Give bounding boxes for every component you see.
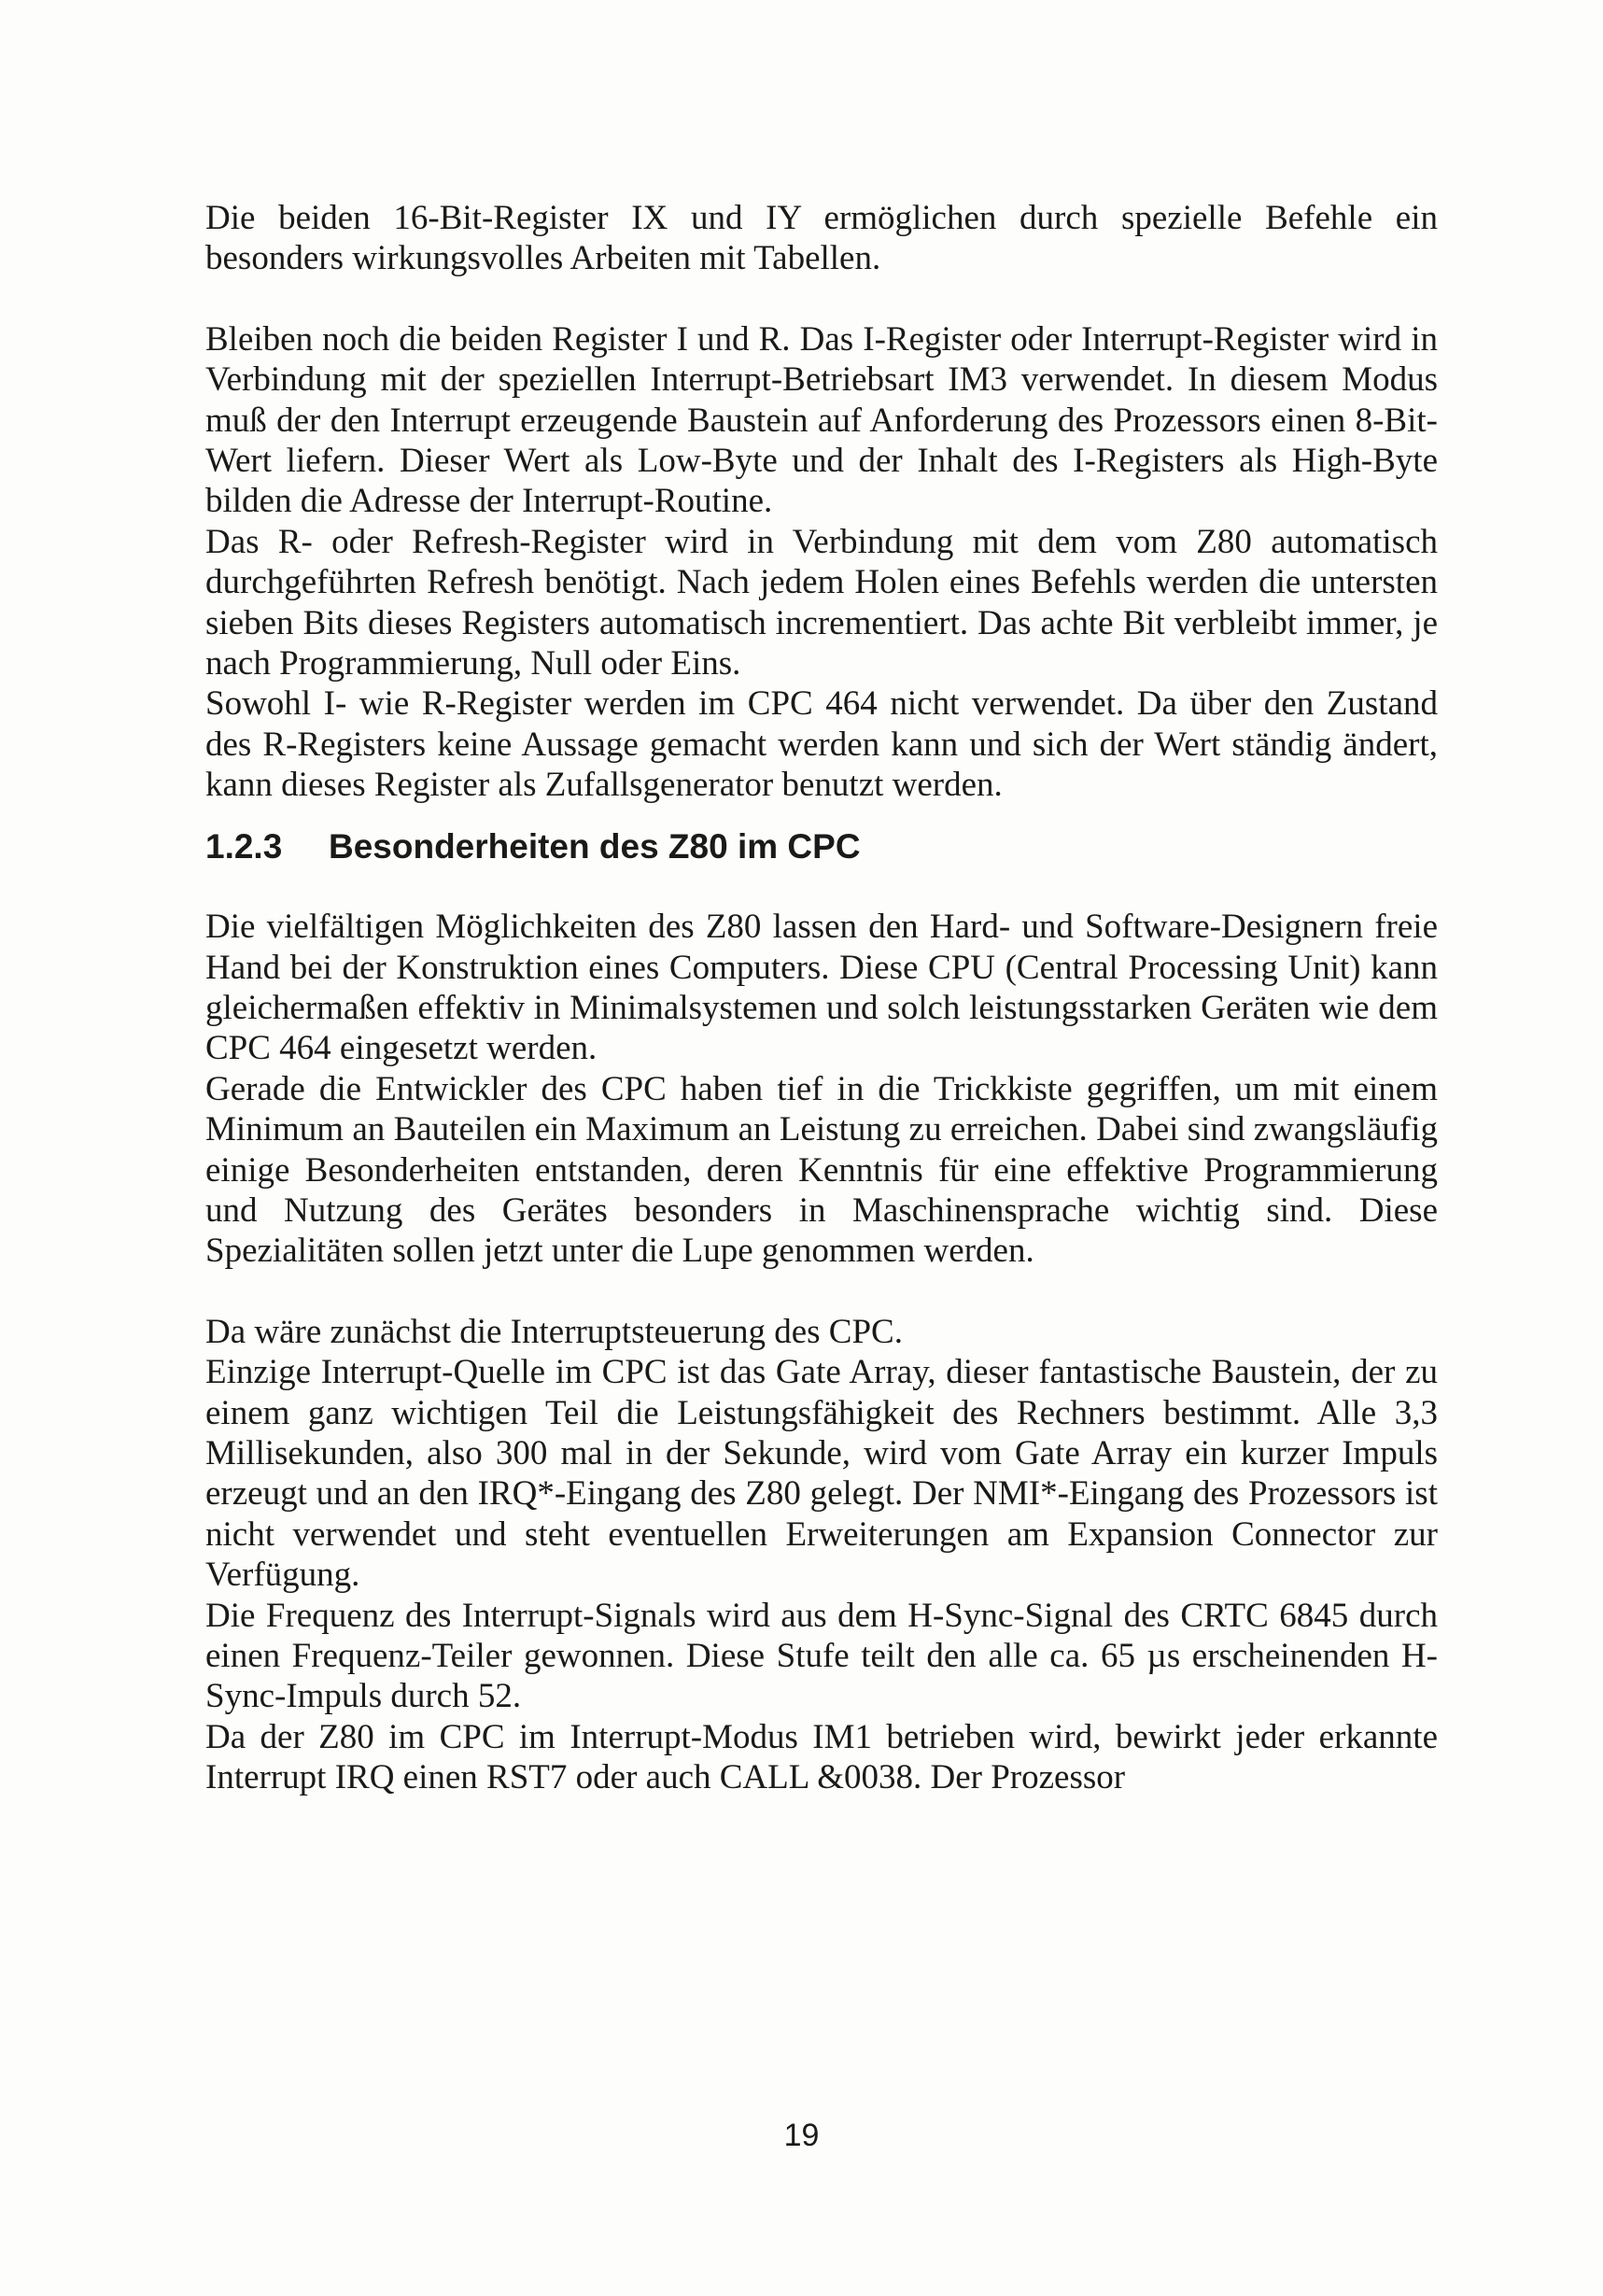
paragraph-interrupt-intro: Da wäre zunächst die Interruptsteuerung des CPC. [205, 1312, 903, 1351]
page-number: 19 [783, 2118, 820, 2153]
paragraph-interrupt-frequency: Die Frequenz des Interrupt-Signals wird aus dem H-Sync-Signal des CRTC 6845 durch einen Frequenz-Teiler gewonnen. Diese Stufe teilt den alle ca. 65 µs erscheinenden H-Sync-Impuls durch 52. [205, 1596, 1438, 1716]
paragraph-index-registers: Die beiden 16-Bit-Register IX und IY ermöglichen durch spezielle Befehle ein besonders wirkungsvolles Arbeiten mit Tabellen. [205, 199, 1438, 278]
paragraph-gap [205, 279, 1438, 319]
paragraph-interrupt-mode: Da der Z80 im CPC im Interrupt-Modus IM1 betrieben wird, bewirkt jeder erkannte Interrupt IRQ einen RST7 oder auch CALL &0038. Der Prozessor [205, 1717, 1438, 1797]
paragraph-i-register: Bleiben noch die beiden Register I und R. Das I-Register oder Interrupt-Register wird in Verbindung mit der speziellen Interrupt-Betriebsart IM3 verwendet. In diesem Modus muß der den Interrupt erzeugende Baustein auf Anforderung des Prozessors einen 8-Bit-Wert liefern. Dieser Wert als Low-Byte und der Inhalt des I-Registers als High-Byte bilden die Adresse der Interrupt-Routine. [205, 319, 1438, 521]
text-column [205, 198, 1438, 1798]
paragraph-gap [205, 866, 1438, 907]
paragraph-interrupt-source: Einzige Interrupt-Quelle im CPC ist das Gate Array, dieser fantastische Baustein, der zu einem ganz wichtigen Teil die Leistungsfähigkeit des Rechners bestimmt. Alle 3,3 Millisekunden, also 300 mal in der Sekunde, wird vom Gate Array ein kurzer Impuls erzeugt und an den IRQ*-Eingang des Z80 gelegt. Der NMI*-Eingang des Prozessors ist nicht verwendet und steht eventuellen Erweiterungen am Expansion Connector zur Verfügung. [205, 1353, 1438, 1595]
section-number: 1.2.3 [205, 826, 283, 866]
paragraph-cpc-developers: Gerade die Entwickler des CPC haben tief in die Trickkiste gegriffen, um mit einem Minimum an Bauteilen ein Maximum an Leistung zu erreichen. Dabei sind zwangsläufig einige Besonderheiten entstanden, deren Kenntnis für eine effektive Programmierung und Nutzung des Gerätes besonders in Maschinensprache wichtig sind. Diese Spezialitäten sollen jetzt unter die Lupe genommen werden. [205, 1069, 1438, 1271]
paragraph-z80-possibilities: Die vielfältigen Möglichkeiten des Z80 lassen den Hard- und Software-Designern freie Hand bei der Konstruktion eines Computers. Diese CPU (Central Processing Unit) kann gleichermaßen effektiv in Minimalsystemen und solch leistungsstarken Geräten wie dem CPC 464 eingesetzt werden. [205, 908, 1438, 1068]
paragraph-gap [205, 1272, 1438, 1312]
section-title: Besonderheiten des Z80 im CPC [329, 826, 861, 866]
paragraph-r-register: Das R- oder Refresh-Register wird in Verbindung mit dem vom Z80 automatisch durchgeführten Refresh benötigt. Nach jedem Holen eines Befehls werden die untersten sieben Bits dieses Registers automatisch incrementiert. Das achte Bit verbleibt immer, je nach Programmierung, Null oder Eins. [205, 522, 1438, 683]
section-heading [205, 826, 1438, 866]
paragraph-cpc-usage: Sowohl I- wie R-Register werden im CPC 464 nicht verwendet. Da über den Zustand des R-Registers keine Aussage gemacht werden kann und sich der Wert ständig ändert, kann dieses Register als Zufallsgenerator benutzt werden. [205, 684, 1438, 805]
